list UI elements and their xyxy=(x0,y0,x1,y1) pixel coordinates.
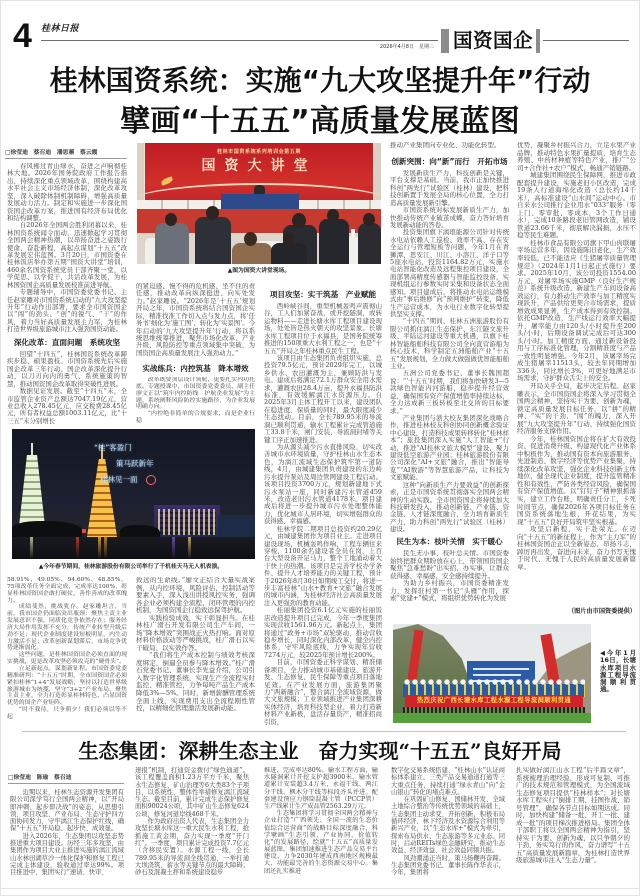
second-text-col1 xyxy=(10,789,124,881)
audience-person xyxy=(232,243,272,264)
subhead-drill: 实战练兵：内控筑基 降本增效 xyxy=(142,364,249,373)
dove-icon xyxy=(160,176,173,185)
audience-head xyxy=(292,213,306,228)
second-text-col5 xyxy=(516,767,630,881)
paragraph: 五洲公司党委书记、董事长魏国超说：“‘十五五’时期，我们将加快研发3—5款绿色智能内河游船，稳步提升经营效益，确保国有资产保值增值率持续达标，全力达成新三板转板至北交所的目标要求。” xyxy=(390,369,509,415)
paragraph: 这种“向新质生产力要效益”的创新探索，正是市国资系统贯彻落实全国两会精神的生动实践。全市国资国企将持续加大科技研发投入，推动创新链、产业链、资金链、人才链深度融合，全力培育新质生产力，助力科创“两先行”试验区（桂林）建设。 xyxy=(390,480,509,534)
drone-text-line: 桂林见一面 xyxy=(100,475,138,484)
article-text-col1-intro xyxy=(7,163,127,336)
article-text-col1-reform xyxy=(7,351,127,424)
article-text-col4-livelihood xyxy=(390,550,509,613)
paragraph: 推动产业集团向专业化、功能化转型。 xyxy=(390,142,501,149)
photo-drone-show xyxy=(12,429,255,559)
section-title: 国资国企 xyxy=(453,29,534,52)
paragraph: 数据见证发展。截至“十四五”末，全市监管企业资产总额达7047.19亿元，营业总收入278.45亿元，应交税费28.45亿元，所有者权益总额1003.11亿元，比“十三五”末分别增长 xyxy=(7,387,127,424)
paragraph: 回望“十四五”，桂林国资系统改革蹄疾步稳、硕果盈枝。市国资系统先后实施国企改革三年行动、国企改革深化提升行动，以刀刃向内的勇气、系统施策的智慧，推动国资国企改革取得突破性进展。 xyxy=(7,351,127,388)
second-headline xyxy=(0,739,640,763)
paragraph: 实践检验成效，实干彰显担当。在桂林桂广滑石开发有限公司生产车间，一场“降本增效”突围战正火热打响。面对原材料价格波动等严峻挑战，桂广滑石以实干破局、以实效作答。 xyxy=(136,613,255,652)
city-building xyxy=(218,515,255,539)
paragraph: 目前，市国资委正科学谋划、精准储备项目，全力推动城市基础建设、旅游开发、生态修复、民生保障等重点项目落地见效。在产业发展方面，旅游集团聚力“两新融合”，整合漓江全流域资源，做大文旅规模；工业领域推进产业集团深耕实体经济，培育科技型企业，着力打造新材料产业新极，盘活存量资产，精准招商引资， xyxy=(264,658,382,726)
article-text-col2-lower xyxy=(136,577,255,728)
second-text-col2 xyxy=(135,767,249,881)
paragraph: 58.91%、49.05%、94.60%、48.85%，75项改革任务全面完成，完成率达100%，彰显桂林国资国企敢打硬仗、善作善成的改革魄力。 xyxy=(7,577,127,604)
photo-reservoir-tunnel xyxy=(393,624,591,723)
newspaper-logo: 桂林日报 xyxy=(41,24,80,34)
paragraph: 民生无小事，枝叶总关情。市国资委始终把群众期盼放在心上，带领国资国企聚焦“急难愁盼”出实招、办实事，让群众获得感、幸福感、安全感持续提升。 xyxy=(390,550,509,580)
audience-person xyxy=(195,217,231,264)
audience-head xyxy=(244,232,257,246)
paragraph: 开局关乎全局，起步决定后程。赵家雕表示，全市国资国企将深入学习贯彻全国两会精神，坚持实干为要、创新为魂，锁定高质量发展目标任务，以“拼”的精神、“实”的干劲、“闯”的魄力，深入开展“九大攻坚提升年”行动，持续强化国资经济服务支撑作用。 xyxy=(517,382,636,436)
banner-subtitle: 桂林市国资系统系列培训会第五期 xyxy=(216,149,301,155)
article-text-col3 xyxy=(264,303,382,728)
second-byline-rule xyxy=(8,783,124,784)
paragraph: 风劲潮涌正当时，策马扬鞭再奋蹄。生态集团党委书记、董事长陈作华表示，今年，集团将 xyxy=(391,854,505,877)
subhead-reform: 深化改革：直面问题 系统攻坚 xyxy=(13,338,121,347)
article-text-col5 xyxy=(517,142,636,607)
second-byline: □徐莹迪 陈瑜 蔡召迪 xyxy=(8,775,72,781)
headline-line-1 xyxy=(0,64,640,98)
paragraph: 为从源头减少污水直排风险，切实改善城市水环境质量，守护桂林山水生态本色，为漓江流域生态保护筑牢第一道防线，4月，由城建集团负责建设的东边岭污水提升泵站及周边管网建设工程启动。该项目投资3700万元，规划新建地下式污水泵站一座，同时新建污水管道459米，改造老旧污水管道4178米。项目建成后将进一步提升城市污水处理整体能力，优化城市人居环境，切实增强群众的获得感、幸福感。 xyxy=(264,443,382,526)
drone-text-line: “桂”客盈门 xyxy=(94,443,132,452)
audience-head xyxy=(206,206,219,220)
second-text-col4 xyxy=(391,767,505,881)
masthead-rule-right xyxy=(543,40,629,41)
second-headline-lead: 生态集团： xyxy=(78,739,179,763)
paragraph: “时不我待，只争朝夕！我们必须以等不起 xyxy=(7,707,127,720)
paragraph: 致远的生命线。”廖文正结合大量实战案例，从内控环境、风险评估、控制活动等要素入手，深入浅出讲授风控实务，强调各企业必须构建全流程、闭环管理的内控机制，为国资国企行稳致远保驾护航。 xyxy=(136,577,255,615)
heart-icon xyxy=(146,475,156,485)
page-number: 4 xyxy=(13,17,32,55)
subhead-livelihood: 民生为本：枝叶关情 实干暖心 xyxy=(396,537,503,546)
paragraph: 攻坚启新程，实干赴荣光。在迈向“十五五”的新征程上，作为“主力军”的桂林国资国企正以全新姿态、昂扬斗志，踔厉再出发，奋进向未来，奋力书写无愧于时代、无愧于人民的高质量发展新篇章。 xyxy=(517,525,636,571)
paragraph: 成绩斐然，挑战犹存。赵家雕坦言，当前，我市国企仍面临突出瓶颈：聚焦主责主业发展意识不强，同质化竞争依然存在；服务经济大局作用发挥不充分，传统产业转型升级后劲不足；现代企业制度建设短板明显，内生动力激活不足；改革创新谋划滞后，市场竞争优势逐渐弱化。 xyxy=(7,604,127,652)
photo-credit: （图片由市国资委提供） xyxy=(567,608,636,615)
paragraph: 优势，凝聚乡村振兴合力，立足水果产业品牌，推动特色水果扩量提质，培育生态养殖、中药材种植等特色产业，推广“公司+合作社+农户”模式，畅通产销链路。 xyxy=(517,142,636,172)
paragraph: 数字化交易系统搭建、“桂林山水”认证商标体系建立、三类产品交易通道打通等三大重点任务，持续打通“绿水青山”向“金山银山”转化的堵点难点。 xyxy=(391,767,505,796)
banner-title: 国资大讲堂 xyxy=(201,158,317,174)
audience-person xyxy=(358,223,381,264)
photo-caption-lecture: ▲图为国资大讲堂现场。 xyxy=(227,268,291,274)
issue-date: 2026年4月8日 星期三 xyxy=(379,44,434,50)
paragraph: 速报”机制，打通资金拨付“绿色通道”。该工程覆盖面积1.23万平方千米，聚焦水生态修复、矿山治理等6大类83个子项目，以系统性、整体性举措修复漓江流域生态。截至目前，累计完成生态保护修复面积90024公顷，其中矿山生态修复624公顷，修复河道岸线468千米。 xyxy=(135,767,249,818)
second-headline-main: 深耕生态主业 奋力实现“十五五”良好开局 xyxy=(178,739,562,763)
paragraph: 今年，桂林国资国企将在扩大有效投资、促进消费升级、构建现代化产业体系中积极作为，推动国有资本向旅游服务、先进制造、数字经济等优势产业集聚，持续深化改革攻坚，强化企业科技创新主体地位，健全现代企业制度，提升监管精准性和有效性，严防各类经营风险，确保国有资产保值增值。以“钉钉子”精神狠抓落实，建立工作台账，明确责任分工，卡死时间节点，确保2026年各项目标任务在国资系统落地生根、开花结果，为实现“十五五”良好开局筑牢坚实根基。 xyxy=(517,434,636,526)
paragraph: 进入2026年，生态集团以攻坚态势推进重大项目建设。历经三年多攻坚，由集团作为项目大业主推进实施的漓江流域山水林田湖草沙一体化保护和修复工程已完成主体建设，验收通过率达99%。项目推进中，集团实行“速请、快审、 xyxy=(10,832,124,877)
board-text-line xyxy=(473,674,521,676)
paragraph: 桂丽集团投资6.1亿元实施的桂丽饭店改造提升项目已完成，今年一季度集团实现营收1561.96万元。新起点上，集团将通过“政务+市场”双轮驱动，推动营收稳步增长，同时深化内部改革，健全内控体系，守牢风险底线，力争实现年营收7274万元，较2025年预计增长200%。 xyxy=(264,606,382,659)
paragraph: 立足新起点，谋划新征程。市国资委党委精准研判：“十五五”时期，全市国资国企必须紧扣桂林“1+4”发展战略，坚持以打造世界级旅游城市为统揽，坚守“3+2”产业布局，聚焦主责主业，全力打造彰显桂林特色、凸显国资优势的国企产业矩阵。 xyxy=(7,665,127,707)
paragraph: 春风拂过青山绿水，奋进之声响彻桂林大地。2026年国务院政府工作报告指出，持续深化重点领域改革，围绕构建高水平社会主义市场经济体制，深化改革攻坚，深入破除体制机制障碍，增强高质量发展动力活力。制定和实施进一步深化国资国企改革方案，推进国有经济布局优化和结构调整。 xyxy=(7,163,127,222)
audience-person xyxy=(319,219,349,264)
paragraph: 在巩固矿山修复、国储林开发、全域土地综合整治等传统优势领域的基础上，生态集团主动求变、开拓创新，积极布局循环经济、林下经济及水资源综合利用等新兴产业，以“生态水库+”模式为牵引，探索布局供水、生态旅游等多元业态。同时，启动REITs绿色金融研究，推动生态效益、经济效益、社会效益同频共振。 xyxy=(391,796,505,855)
paragraph: 推进，完成率达80%。输水工程方面，输水隧洞累计开挖支护超3900米，输水管道累计安装超3.4万米，永福干线、两江分干线、枫木分干线等标段齐头并进。配套建设预应力钢筒混凝土管（PCCP管）生产线累计生产成品管2563.29万元。 xyxy=(264,767,378,810)
paragraph: 城建集团围绕民生保障网，推进市政配套提升建设，实施老旧小区改造，完成19条人行道海绵化改造（总长约14千米），高标准建设“山水间”运动中心。市自来水公司推行企业用水“033”服务（零上门、零审批、零成本，3个工作日通水），完成10条路段老旧管网改造，铺设管道23.66千米，彻底解决漏损、水压不稳等民生难题。 xyxy=(517,171,636,240)
section-marker-right xyxy=(536,29,540,53)
audience-head xyxy=(283,233,295,245)
article-divider xyxy=(22,731,626,732)
paragraph: 产业集团与浙大校友集团深化战略合作，推进桂林校友科创协同创新概念验证中心建设，打造科技成果转移转化“桂林样本”；旅投集团深入实施“人工智能+”行动，推进“AI桂林文旅大模型”建设，聚力建设低空旅游产业园；桂林旅游股份有限公司深化“AI+文旅”融合，推出“智能导览”“AI数游”等智慧旅游产品，让科技为文旅赋能。 xyxy=(390,413,509,482)
water-reflection xyxy=(30,537,33,559)
paragraph: 专题辅导中，市国资委党委书记、主任赵家雕对市国资系统启动的“九大攻坚提升年”行动作出部署，要求全市国资国企以“闯”的劲头、“创”的锐气、“干”的作风，着力当好高质量发展主力军，为桂林打造世界级旅游城市注入强劲国资动能。 xyxy=(7,288,127,334)
photo-lecture-hall xyxy=(137,143,381,264)
byline: □徐莹迪 蔡召迪 潘思蕙 蔡云霞 xyxy=(5,150,98,156)
section-marker-left xyxy=(441,29,449,53)
celebration-banner: 热烈庆祝广西长塘水库工程水源工程导流洞顺利贯通 xyxy=(405,695,583,707)
paragraph: 生态集团将学习贯彻全国两会精神与企业打造“广西领先、全国一流的生态价值综合运营商”的战略目标深度融合，科学擘画“生态引领、产业协同、价值转化”的发展路径，绘就“十五五”高质量发展蓝图。集团加速推进生态产品交易平台建设，力争2030年建成西南地区规模最大、功能最完善的生态资源交易中心。集团还扎实推进 xyxy=(264,810,378,875)
paragraph: 作为政府出资人代表，生态集团全力攻坚长塘水库这一重大民生水利工程，抢抓施工黄金期，奋力实现一季度“开门红”。一季度，项目累计完成投资7.7亿元（含移民安置）。水源工程一线，全长789.95米的导流洞全线贯通，一举打通大坝浇筑、蓄水等关键节点的最大障碍；砂石及混凝土拌和系统建设稳步 xyxy=(135,818,249,877)
audience-head xyxy=(165,213,177,226)
headline-line-2: 擘画“十五五”高质量发展蓝图 xyxy=(120,104,520,139)
water-reflection xyxy=(104,537,107,559)
paragraph: 这些问题，是桂林国资国企必须直面的现实挑战，更是改革攻坚必须攻克的“硬骨头”。 xyxy=(7,652,127,666)
paragraph: 西岭峡谷间，重型机械轰鸣声震彻山谷，工人们加紧奋战，或开挖隧洞，或转运物料——走进长塘水库工程项目建设现场，处处皆是热火朝天的攻坚景象。长塘水库工程项目位于永福县，是国务院统筹推进的150项重大水利工程之一，也是“十五五”开局之年桂林重点民生工程。 xyxy=(264,303,382,355)
audience-head xyxy=(327,209,339,222)
article-text-col4-innovation xyxy=(390,170,509,534)
audience-person xyxy=(271,243,307,264)
paragraph: 的紧迫感、慢不得的危机感、坐不住的责任感，推动改革向纵深挺进、向实处发力。”赵家雕说。“2026年是‘十五五’规划开局之年，市国资系统将结合国资国企实际，精准找准工作切入点与发力点，将‘任务书’细化为‘施工图’、转化为‘实景图’。今年启动的‘九大攻坚提升年’行动，将以系统思维统筹推进，聚焦市场化改革、产业升级、风险防控等重点领域集中突破，为国资国企高质量发展注入强劲动力。” xyxy=(136,283,255,357)
second-text-col3 xyxy=(264,767,378,881)
subhead-innovation: 创新突围：向“新”而行 开拓市场 xyxy=(391,157,508,166)
water-reflection xyxy=(188,537,191,559)
pagoda-spire xyxy=(31,443,33,457)
article-text-col2-drill xyxy=(136,377,255,424)
paragraph: 市国资系统对标发展新质生产力，加快推动传统产业破茧成蝶，奋力答好培育发展新动能的答卷。 xyxy=(390,206,509,229)
paragraph: 该项目由生态集团负责组织实施，总投资79.5亿元，预计2029年完工，以城乡供水、农田灌溉为主，兼顾防洪与发电。建成后将满足72.1万群众安全用水需求，灌溉农田28.4万亩，提升永福县防洪标准，有效缓解漓江水资源压力。自2025年3月主体工程开工以来，建设团队在稳进度、保质量的同时，最大限度减少生态扰动。目前，全长789.95米的导流洞已顺利贯通，输水工程累计完成管道施工33.8千米，闸门安装、导流洞封堵等关键工序正加速推进。 xyxy=(264,353,382,444)
paragraph: 扎实做好漓江山水工程“后半篇文章”，系统梳理治理经验，形成可复制、可推广的技术规范和管理模式，为全国流域生态修复项目提供“桂林样本”；对长塘水库工程实行“倒排工期、挂图作战、销号管理”，确保各节点目标如期达成。同时，加快构建“储备一批、开工一批、建成一批”的项目梯次推进格局。集团全体干部职工将以全国两会精神为指引，坚持实干为要、创新为魂，以只争朝夕的干劲、务实笃行的作风，奋力谱写“十五五”高质量发展新篇章，为桂林打造世界级旅游城市注入“生态力量”。 xyxy=(516,767,630,865)
subhead-projects: 项目攻坚：实干筑基 产业赋能 xyxy=(269,290,377,299)
paragraph: 自2026年全国两会胜利闭幕以来，桂林国资系统闻令而动，迅速掀起学习贯彻全国两会精神热潮，以昂扬奋进之姿践行使命、奋赴新程，高起点谋划“十五五”改革发展宏伟蓝图。3月20日，市国资委在桂林饭店举办第五期“国资大讲堂”培训，460余名国资系统党员干部齐聚一堂，以学促思、以学促干，共话改革发展，为桂林国资国企高质量发展校准前进导航。 xyxy=(7,221,127,289)
paragraph: 桂林学院二期项目总投资约20.29亿元，由城建集团作为项目业主。走进项目建设现场，机械轰鸣作响，工程车辆往来穿梭，1100余名建设者全员在岗，上百台大型设备开足马力，整个工地涌动着大干快上的热潮。该项目是完善学校办学条件、提升人才培养能力的关键工程，预计于2026年8月30日如期竣工交付，将进一步丰富桂林“山水+教育+文旅”融合发展的城市内涵，为桂林经济社会高质量发展注入更强劲的教育动能。 xyxy=(264,524,382,607)
byline-rule xyxy=(5,158,127,159)
article-text-col2-upper xyxy=(136,283,255,362)
grass xyxy=(393,713,591,723)
article-text-col1-lower xyxy=(7,577,127,728)
paragraph: 改革既要顶层设计领航，更要扎实内功托底。专题授课中，市国资委党委委员、副主任廖文正以“筑牢内控防线 护航企业发展”为主题，系统阐释风险防控实施路径，为企业发展明确方向。 xyxy=(136,377,255,411)
masthead-rule-left xyxy=(41,40,438,41)
paragraph: “我们将生产成本控制与绩效考核深度绑定，倒逼全员参与降本增效。”桂广滑石党委书记、董事长李先益介绍，公司引入数字化管理系统，实现生产全流程实时监控、精准管控，力争每吨产品生产成本降低3%—5%。同时，新增薪酬管理系统全面上线，实现费用支出全流程刚性管控，以精细化管理激活发展新动能。 xyxy=(136,651,255,713)
photo-caption-drone-show: ▲今年春节期间，桂林旅游股份有限公司举行了千机桂天马无人机表演。 xyxy=(38,564,224,570)
paragraph: 近期以来，桂林生态资源开发集团有限公司深学笃行全国两会精神，以“开局即冲刺、起步即决战”的姿态，从思想引领、项目攻坚、产业布局、生态守护四方面协同发力，守牢漓江生态保护红线，确保“十五五”开局稳、起步快、成效显。 xyxy=(10,789,124,833)
water-reflection xyxy=(172,537,175,559)
headline-lead: 桂林国资系统： xyxy=(49,64,246,97)
lake-water xyxy=(12,537,255,559)
photo-caption-reservoir: ◀今年1月16日，长塘水库项目水源工程导流洞顺利贯通。 xyxy=(600,649,636,694)
water-reflection xyxy=(76,537,79,559)
drone-text-line: 策马跃新年 xyxy=(116,459,154,468)
paragraph: 发展新质生产力，科技创新是关键，平台支撑是基础。当前，我市正加快推进科创“两先行”试验区（桂林）建设，把科技创新置于发展全局的核心位置，全力打造高质量发展新引擎。 xyxy=(390,170,509,207)
building-lights xyxy=(158,509,216,535)
paragraph: 为助力乡村振兴，市国资委精准发力，发挥驻村第一书记“头雁”作用，探索“党建+”模式，将组织优势转化为发展 xyxy=(390,579,509,603)
paragraph: “内控绝非简单的合规要求，而是企业行稳 xyxy=(136,411,255,424)
podium-table xyxy=(221,194,299,209)
audience-head xyxy=(363,213,375,226)
article-text-col4-top xyxy=(390,142,509,151)
paragraph: 投资集团旗下漓琅能源公司针对传统水电站依赖人工巡检、效率不高、存在安全运行与管理短板等问题，今年1月在青狮潭、思安江、川江、小溶江、洋子口等5座水电站，投资1164.82万元，实施水电站智能化改造及远程集控项目建设，全面部署高精度传感器与智能监控设备，实现机组运行参数实时采集和设备状态全面感知。项目建成后，将推动水电站运维模式由“事后维修”向“预判维护”转变，降低生产运营成本，为水电行业数字化转型提供坚实支撑。 xyxy=(390,228,509,319)
page-bottom-edge xyxy=(0,888,640,889)
headline-main: 实施“九大攻坚提升年”行动 xyxy=(245,64,591,97)
paragraph: 桂林市食品有限公司旗下甲山肉联屠宰场运营多年，因设施陈旧老化，生产效率较低，已不能适应《生猪屠宰质量管理规范》（2024年1月1日起正式施行）要求。2025年10月，该公司投资1554.00万元，对屠宰场实施GMP（良好生产规范）系统升级改造，新建生产车间设备高效运行，有力推动生产效率与加工精度实现跃升，产品供给更契合市场需求，提质增效成果显著，生产成本得到有效控制。依托GMP改造，生产线运行效率大幅提升，屠宰能力由120头/小时提升至200头/小时，后期设备调试完成后可达300头/小时。加工精度方面，通过新设备投用与工序标准化管理，分割精准度与产品一致性明显增强。今年2月，该屠宰场完成生猪屠宰11513头，较去年同期增加336头，同比增长3%，可更好地满足市场需求，守护群众舌尖上的安全。 xyxy=(517,238,636,383)
board-text-line xyxy=(473,668,529,670)
audience-person xyxy=(155,223,189,264)
paragraph: “十四五”期间，桂林五洲旅游股份有限公司抓住漓江生态保护、东江隧文旅升级、平陆运河建设等重大机遇，以旗下桂林智能船舶科技有限公司全向直营游船为核心技术，科学制定五洲船舶产业“十五五”发展规划，全力做大做强做优智能船舶主业。 xyxy=(390,317,509,370)
water-reflection xyxy=(98,537,101,559)
